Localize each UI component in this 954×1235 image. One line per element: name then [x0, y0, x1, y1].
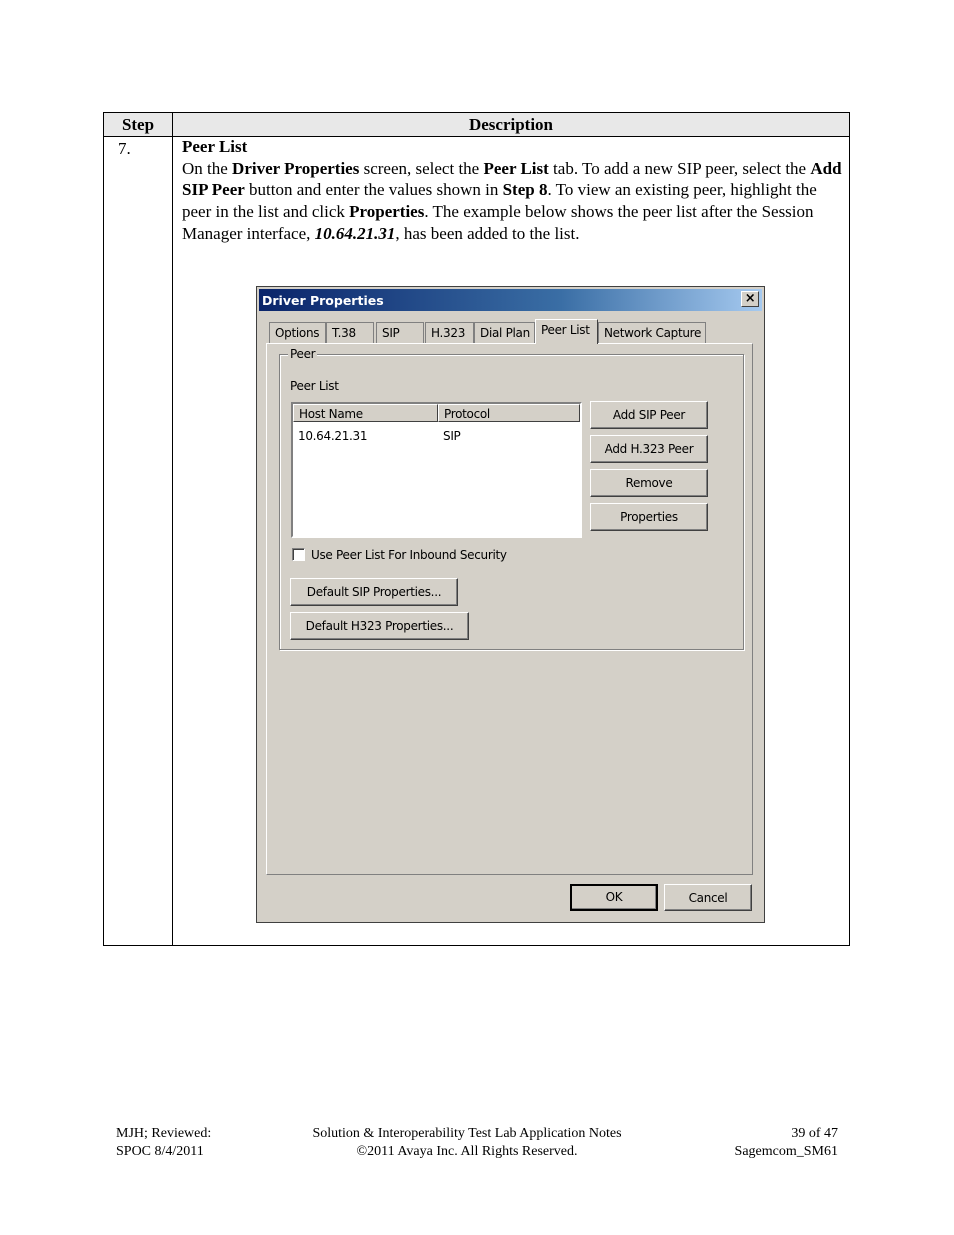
tab-options[interactable]: Options: [269, 322, 326, 343]
tab-dial-plan[interactable]: Dial Plan: [474, 322, 535, 343]
ok-button[interactable]: OK: [570, 884, 658, 911]
column-divider: [172, 113, 173, 945]
tab-t38[interactable]: T.38: [326, 322, 374, 343]
properties-button[interactable]: Properties: [590, 503, 708, 531]
cancel-button[interactable]: Cancel: [664, 884, 752, 911]
add-h323-peer-button[interactable]: Add H.323 Peer: [590, 435, 708, 463]
dialog-title: Driver Properties: [262, 293, 384, 308]
inbound-security-checkbox[interactable]: [292, 548, 305, 561]
column-host-name[interactable]: Host Name: [293, 404, 438, 422]
peer-listview[interactable]: [291, 402, 582, 538]
footer-page-number: 39 of 47: [791, 1126, 838, 1141]
header-description: Description: [468, 115, 554, 134]
table-header-row: [104, 113, 849, 137]
footer-doc-id: Sagemcom_SM61: [734, 1144, 838, 1159]
tab-sip[interactable]: SIP: [376, 322, 424, 343]
default-h323-properties-button[interactable]: Default H323 Properties...: [290, 612, 469, 640]
footer-right: [735, 1125, 838, 1161]
default-sip-properties-button[interactable]: Default SIP Properties...: [290, 578, 458, 606]
row-protocol[interactable]: SIP: [443, 429, 461, 443]
peer-group-label: Peer: [290, 347, 316, 361]
peer-list-label: Peer List: [290, 379, 339, 393]
tab-h323[interactable]: H.323: [425, 322, 474, 343]
column-protocol[interactable]: Protocol: [438, 404, 580, 422]
row-host-name[interactable]: 10.64.21.31: [298, 429, 368, 443]
footer-center: [280, 1125, 654, 1161]
peer-groupbox: [279, 347, 744, 650]
footer-left: [116, 1125, 211, 1161]
step-number: 7.: [118, 139, 131, 158]
tab-strip: [269, 319, 749, 343]
driver-properties-dialog: [256, 286, 765, 923]
header-step: Step: [121, 115, 155, 134]
inbound-security-label[interactable]: Use Peer List For Inbound Security: [311, 548, 507, 562]
step-paragraph: On the Driver Properties screen, select the Peer List tab. To add a new SIP peer, select the Add SIP Peer button and enter the values shown in Step 8. To view an existing peer, highlight the peer in the list and click Properties. The example below shows the peer list after the Session Manager interface, 10.64.21.31, has been added to the list.: [182, 158, 842, 243]
dialog-titlebar: [259, 289, 762, 311]
step-description: [182, 136, 842, 245]
add-sip-peer-button[interactable]: Add SIP Peer: [590, 401, 708, 429]
footer-copyright: ©2011 Avaya Inc. All Rights Reserved.: [356, 1144, 578, 1159]
close-icon[interactable]: ×: [741, 291, 759, 307]
tab-peer-list[interactable]: Peer List: [535, 319, 598, 344]
remove-button[interactable]: Remove: [590, 469, 708, 497]
footer-reviewer: MJH; Reviewed:: [116, 1126, 212, 1141]
footer-review-date: SPOC 8/4/2011: [116, 1144, 204, 1159]
peer-list-panel: [266, 343, 753, 875]
footer-doc-title: Solution & Interoperability Test Lab Application Notes: [312, 1126, 622, 1141]
step-title: Peer List: [182, 137, 248, 156]
tab-network-capture[interactable]: Network Capture: [598, 322, 706, 343]
